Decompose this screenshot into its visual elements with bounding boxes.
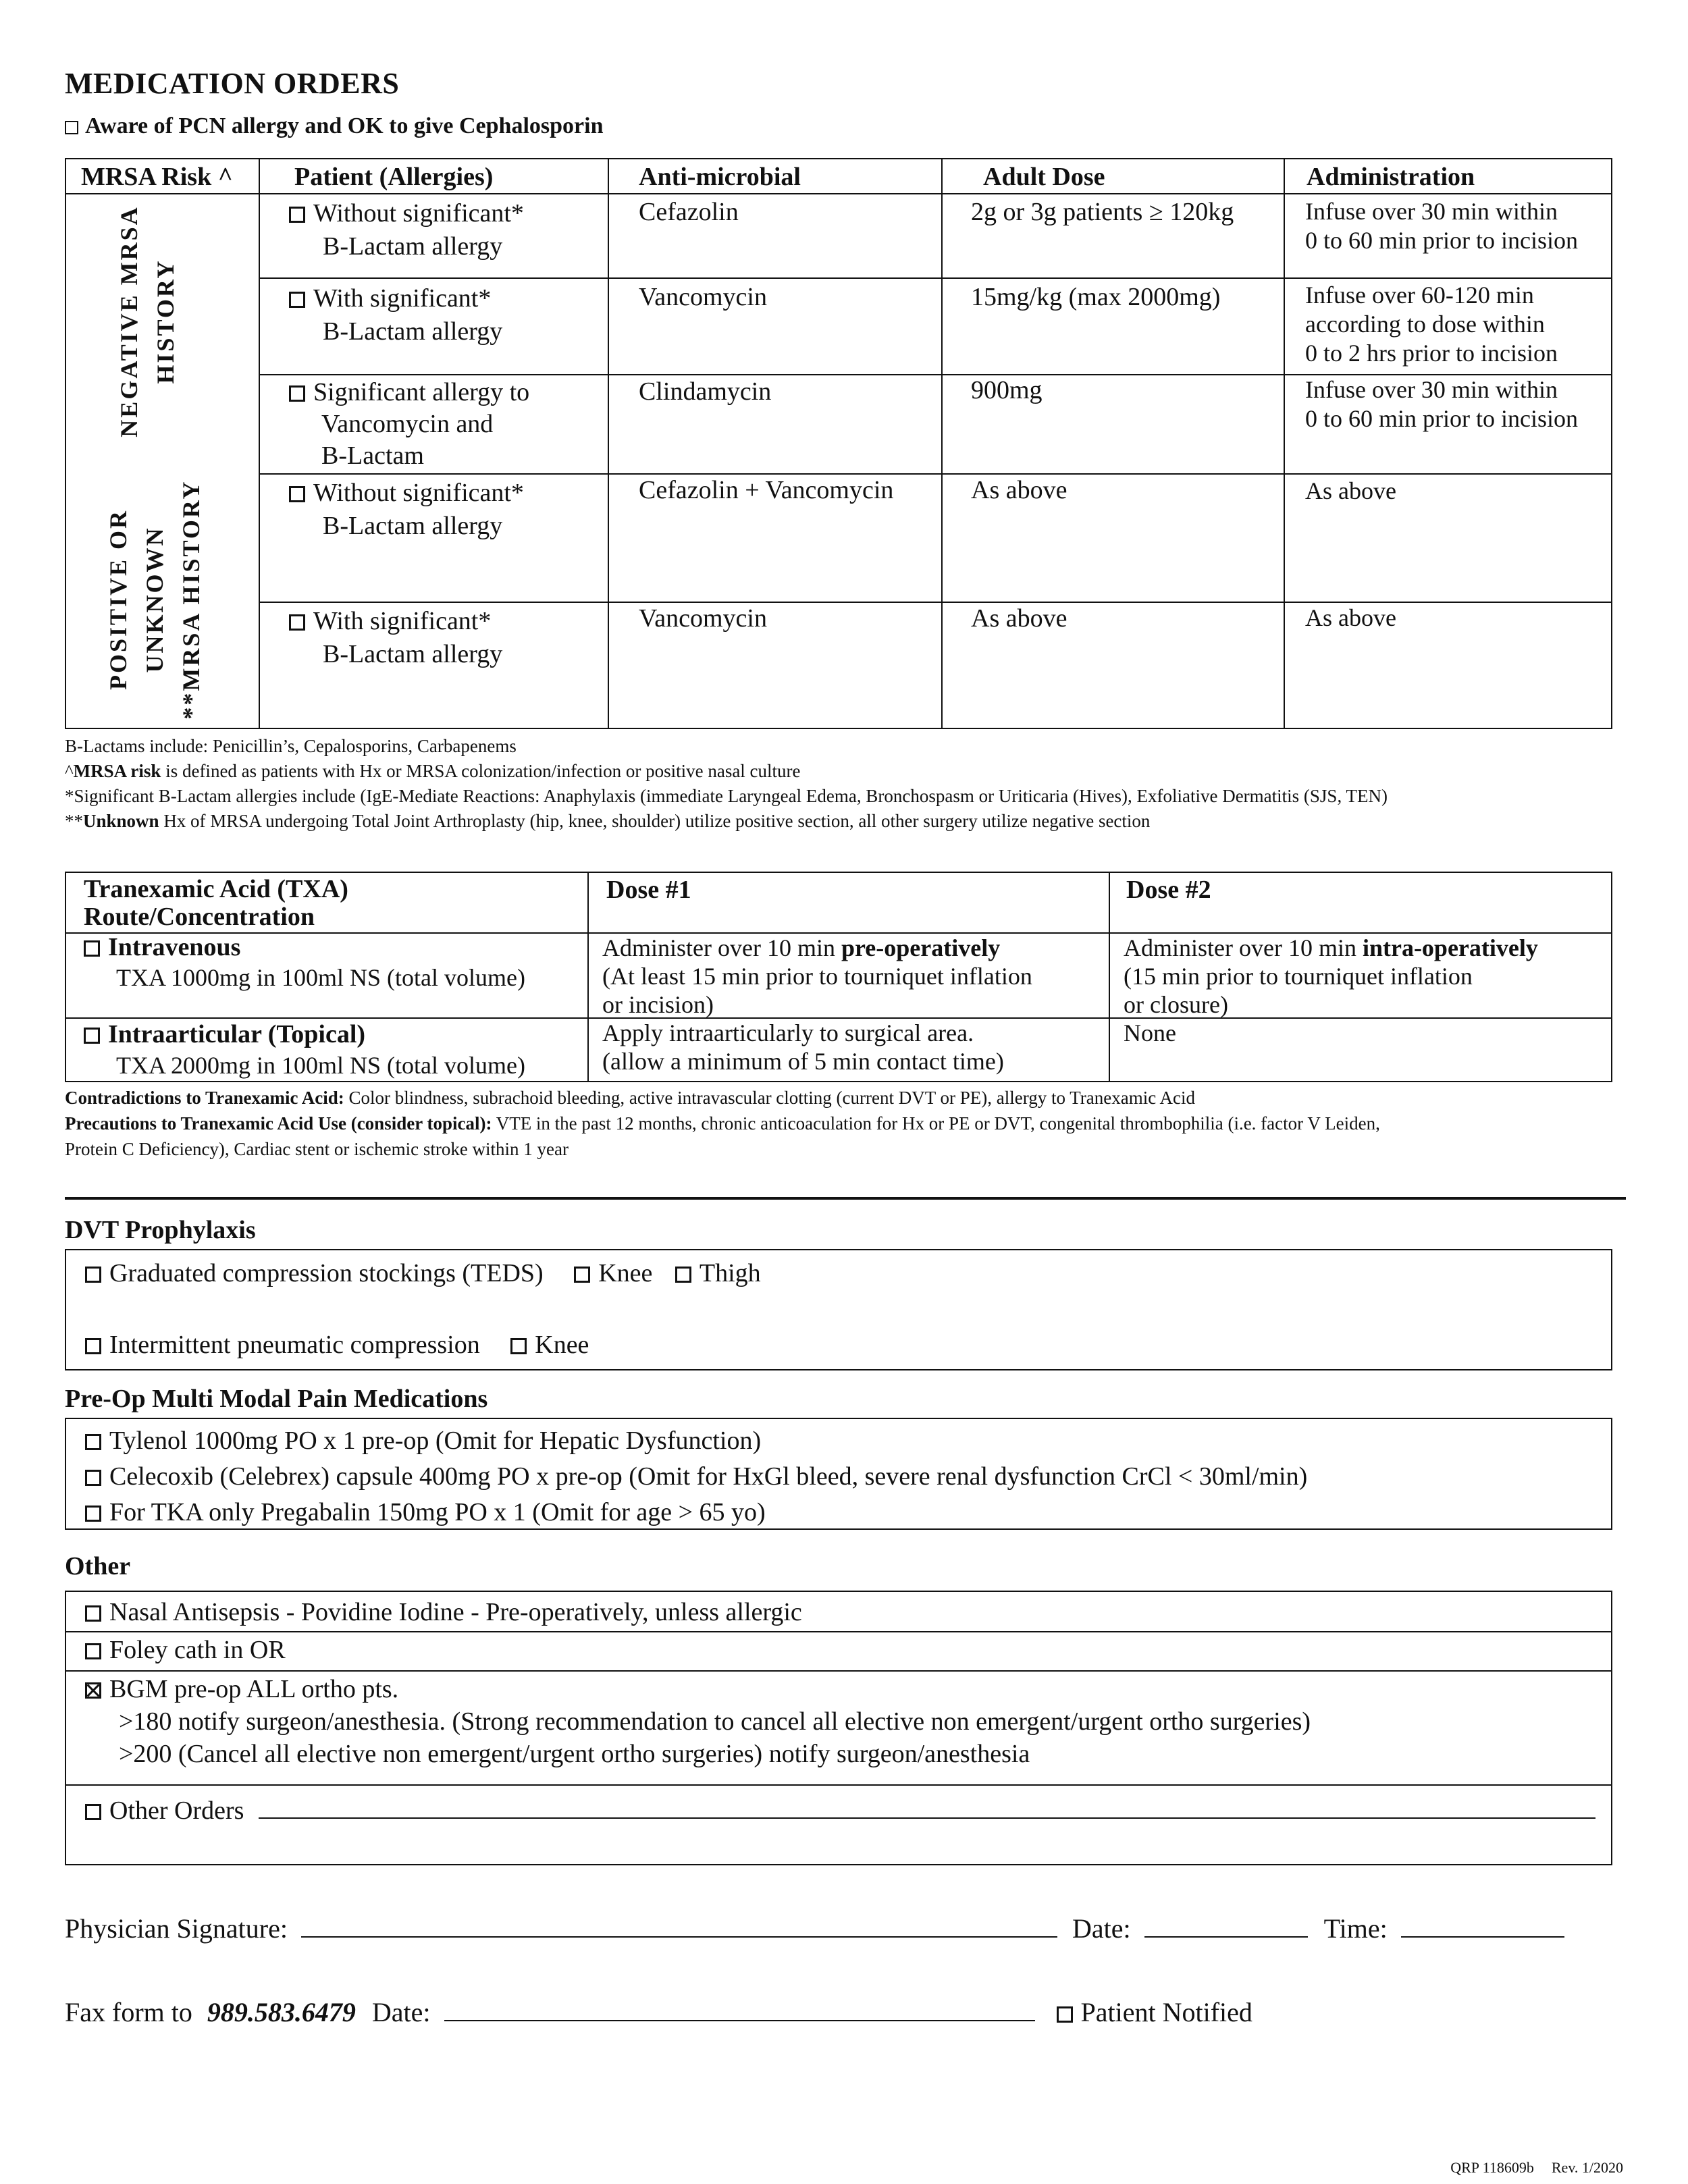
row-divider bbox=[66, 1784, 1611, 1786]
txa-ia-cell[interactable] bbox=[84, 1019, 525, 1081]
admin-text: 0 to 2 hrs prior to incision bbox=[1305, 340, 1558, 367]
txa-table bbox=[65, 872, 1612, 1082]
col-divider bbox=[608, 159, 609, 728]
nasal-row[interactable] bbox=[85, 1596, 802, 1628]
page-title: MEDICATION ORDERS bbox=[65, 67, 400, 100]
txa-header-dose1: Dose #1 bbox=[606, 876, 691, 904]
dose-text: or incision) bbox=[602, 991, 714, 1018]
aware-checkbox[interactable] bbox=[65, 121, 78, 134]
teds-row[interactable] bbox=[85, 1257, 761, 1289]
drug-cell: Vancomycin bbox=[639, 604, 767, 633]
patient-cell[interactable] bbox=[289, 477, 524, 543]
header-antimicrobial: Anti-microbial bbox=[639, 163, 801, 191]
note-line: Protein C Deficiency), Cardiac stent or ischemic stroke within 1 year bbox=[65, 1139, 569, 1159]
pcn-allergy-ack[interactable] bbox=[65, 113, 604, 139]
pain-item-label: Celecoxib (Celebrex) capsule 400mg PO x pre-op (Omit for HxGl bleed, severe renal dysfunction CrCl < 30ml/min) bbox=[109, 1462, 1308, 1491]
fax-date-field[interactable] bbox=[444, 1993, 1035, 2021]
other-heading: Other bbox=[65, 1552, 131, 1580]
header-divider bbox=[66, 193, 1611, 194]
note-line bbox=[65, 1085, 1618, 1111]
col-divider bbox=[941, 159, 943, 728]
header-patient: Patient (Allergies) bbox=[294, 163, 494, 191]
fax-number: 989.583.6479 bbox=[207, 1997, 356, 2027]
ia-detail: TXA 2000mg in 100ml NS (total volume) bbox=[116, 1052, 525, 1079]
foley-checkbox[interactable] bbox=[85, 1643, 101, 1659]
patient-text: B-Lactam allergy bbox=[323, 232, 503, 261]
checkbox[interactable] bbox=[289, 292, 305, 308]
patient-text: B-Lactam allergy bbox=[323, 512, 503, 540]
patient-text: With significant* bbox=[313, 607, 492, 635]
dose-text: Apply intraarticularly to surgical area. bbox=[602, 1019, 974, 1046]
pain-box bbox=[65, 1418, 1612, 1530]
note-line bbox=[65, 1111, 1618, 1136]
note-text: Hx of MRSA undergoing Total Joint Arthroplasty (hip, knee, shoulder) utilize positive section, all other surgery utilize negative section bbox=[159, 811, 1151, 831]
patient-notified-label: Patient Notified bbox=[1080, 1997, 1252, 2027]
date-label: Date: bbox=[1072, 1913, 1131, 1944]
note-prefix: ^ bbox=[65, 761, 74, 781]
patient-cell[interactable] bbox=[289, 605, 502, 671]
nasal-label: Nasal Antisepsis - Povidine Iodine - Pre-operatively, unless allergic bbox=[109, 1598, 802, 1626]
dose-text: (At least 15 min prior to tourniquet inflation bbox=[602, 963, 1032, 990]
group-positive-line: POSITIVE OR bbox=[105, 508, 132, 691]
dose-cell: 900mg bbox=[971, 376, 1043, 404]
patient-text: Significant allergy to bbox=[313, 378, 530, 406]
patient-text: B-Lactam allergy bbox=[323, 317, 503, 346]
dose-cell: As above bbox=[971, 604, 1067, 633]
row-divider bbox=[259, 602, 1611, 603]
ia-checkbox[interactable] bbox=[84, 1028, 100, 1044]
physician-signature-field[interactable] bbox=[301, 1909, 1057, 1938]
checkbox[interactable] bbox=[85, 1506, 101, 1522]
thigh-checkbox[interactable] bbox=[675, 1267, 691, 1283]
patient-text: Vancomycin and bbox=[321, 410, 494, 438]
teds-label: Graduated compression stockings (TEDS) bbox=[109, 1259, 544, 1287]
txa-header-dose2: Dose #2 bbox=[1126, 876, 1211, 904]
note-line: *Significant B-Lactam allergies include (IgE-Mediate Reactions: Anaphylaxis (immediate Laryngeal Edema, Bronchospasm or Uriticaria (Hives), Exfoliative Dermatitis (SJS, TEN) bbox=[65, 786, 1388, 806]
patient-text: B-Lactam bbox=[321, 442, 424, 470]
iv-label: Intravenous bbox=[108, 933, 241, 961]
dose-cell: 15mg/kg (max 2000mg) bbox=[971, 283, 1221, 311]
patient-notified-checkbox[interactable] bbox=[1057, 2006, 1073, 2023]
fax-label: Fax form to bbox=[65, 1997, 192, 2027]
txa-ia-dose2: None bbox=[1124, 1019, 1176, 1046]
col-divider bbox=[1109, 873, 1110, 1081]
patient-cell[interactable] bbox=[289, 377, 529, 472]
admin-text: 0 to 60 min prior to incision bbox=[1305, 227, 1578, 254]
dvt-heading: DVT Prophylaxis bbox=[65, 1216, 256, 1244]
time-label: Time: bbox=[1323, 1913, 1388, 1944]
note-line bbox=[65, 809, 1388, 834]
pain-item-label: Tylenol 1000mg PO x 1 pre-op (Omit for Hepatic Dysfunction) bbox=[109, 1427, 762, 1455]
pain-item[interactable] bbox=[85, 1424, 761, 1457]
bgm-detail: >200 (Cancel all elective non emergent/urgent ortho surgeries) notify surgeon/anesthesia bbox=[119, 1740, 1030, 1768]
checkbox[interactable] bbox=[85, 1434, 101, 1450]
foley-label: Foley cath in OR bbox=[109, 1636, 286, 1664]
dose-bold: pre-operatively bbox=[841, 934, 1001, 961]
note-text: VTE in the past 12 months, chronic anticoaculation for Hx or PE or DVT, congenital thrombophilia (i.e. factor V Leiden, bbox=[492, 1113, 1380, 1134]
ia-label: Intraarticular (Topical) bbox=[108, 1020, 366, 1048]
patient-text: With significant* bbox=[313, 284, 492, 313]
admin-text: As above bbox=[1305, 604, 1396, 631]
dose-bold: intra-operatively bbox=[1362, 934, 1538, 961]
admin-cell bbox=[1305, 281, 1558, 368]
nasal-checkbox[interactable] bbox=[85, 1605, 101, 1622]
dose-text: Administer over 10 min bbox=[602, 934, 841, 961]
admin-text: Infuse over 60-120 min bbox=[1305, 282, 1534, 309]
other-orders-field[interactable] bbox=[259, 1792, 1595, 1819]
dose-text: (15 min prior to tourniquet inflation bbox=[1124, 963, 1473, 990]
bgm-detail: >180 notify surgeon/anesthesia. (Strong recommendation to cancel all elective non emergent/urgent ortho surgeries) bbox=[119, 1707, 1311, 1736]
admin-cell bbox=[1305, 477, 1396, 506]
admin-cell bbox=[1305, 604, 1396, 633]
fax-date-label: Date: bbox=[371, 1997, 431, 2027]
physician-signature-label: Physician Signature: bbox=[65, 1913, 288, 1944]
admin-text: according to dose within bbox=[1305, 311, 1545, 338]
other-box bbox=[65, 1591, 1612, 1865]
txa-iv-dose1 bbox=[602, 934, 1032, 1019]
other-orders-label: Other Orders bbox=[109, 1796, 244, 1825]
date-field[interactable] bbox=[1144, 1909, 1308, 1938]
note-bold: Unknown bbox=[83, 811, 159, 831]
form-footer bbox=[1433, 2159, 1623, 2177]
patient-text: B-Lactam allergy bbox=[323, 640, 503, 668]
bgm-row[interactable] bbox=[85, 1673, 1311, 1770]
iv-detail: TXA 1000mg in 100ml NS (total volume) bbox=[116, 964, 525, 991]
dvt-box bbox=[65, 1249, 1612, 1370]
admin-cell bbox=[1305, 197, 1578, 255]
antimicrobial-table bbox=[65, 158, 1612, 729]
antimicrobial-notes bbox=[65, 734, 1388, 834]
txa-ia-dose1 bbox=[602, 1019, 1004, 1075]
header-adult-dose: Adult Dose bbox=[983, 163, 1105, 191]
admin-text: Infuse over 30 min within bbox=[1305, 198, 1558, 225]
patient-cell[interactable] bbox=[289, 197, 524, 263]
other-orders-checkbox[interactable] bbox=[85, 1804, 101, 1820]
group-negative-mrsa bbox=[111, 186, 184, 456]
physician-signature-row bbox=[65, 1909, 1564, 1944]
group-positive-line: UNKNOWN bbox=[141, 526, 168, 673]
ipc-row[interactable] bbox=[85, 1329, 589, 1361]
header-line: Tranexamic Acid (TXA) bbox=[84, 875, 348, 903]
pain-heading: Pre-Op Multi Modal Pain Medications bbox=[65, 1385, 488, 1413]
col-divider bbox=[1284, 159, 1285, 728]
checkbox[interactable] bbox=[289, 486, 305, 502]
admin-text: As above bbox=[1305, 477, 1396, 504]
drug-cell: Cefazolin + Vancomycin bbox=[639, 476, 894, 504]
drug-cell: Vancomycin bbox=[639, 283, 767, 311]
checkbox[interactable] bbox=[289, 385, 305, 402]
admin-text: Infuse over 30 min within bbox=[1305, 376, 1558, 403]
patient-text: Without significant* bbox=[313, 479, 524, 507]
iv-checkbox[interactable] bbox=[84, 940, 100, 957]
note-text: is defined as patients with Hx or MRSA colonization/infection or positive nasal culture bbox=[161, 761, 801, 781]
patient-text: Without significant* bbox=[313, 199, 524, 228]
row-divider bbox=[66, 1670, 1611, 1672]
header-administration: Administration bbox=[1307, 163, 1475, 191]
ipc-checkbox[interactable] bbox=[85, 1338, 101, 1354]
pain-item[interactable] bbox=[85, 1460, 1307, 1493]
form-id: QRP 118609b bbox=[1450, 2159, 1534, 2176]
section-divider bbox=[65, 1197, 1626, 1200]
note-line bbox=[65, 759, 1388, 784]
note-bold: MRSA risk bbox=[73, 761, 161, 781]
time-field[interactable] bbox=[1401, 1909, 1564, 1938]
header-line: Route/Concentration bbox=[84, 903, 315, 931]
ipc-knee-checkbox[interactable] bbox=[510, 1338, 527, 1354]
group-negative-line: NEGATIVE MRSA bbox=[115, 205, 142, 437]
note-line: B-Lactams include: Penicillin’s, Cepalosporins, Carbapenems bbox=[65, 736, 517, 756]
txa-iv-cell[interactable] bbox=[84, 932, 525, 993]
bgm-label: BGM pre-op ALL ortho pts. bbox=[109, 1675, 399, 1703]
drug-cell: Cefazolin bbox=[639, 198, 739, 226]
admin-text: 0 to 60 min prior to incision bbox=[1305, 405, 1578, 432]
knee-label: Knee bbox=[598, 1259, 653, 1287]
foley-row[interactable] bbox=[85, 1634, 286, 1666]
pain-item[interactable] bbox=[85, 1496, 766, 1528]
txa-iv-dose2 bbox=[1124, 934, 1538, 1019]
checkbox[interactable] bbox=[289, 207, 305, 223]
other-orders-row[interactable] bbox=[85, 1792, 1595, 1827]
ipc-label: Intermittent pneumatic compression bbox=[109, 1331, 480, 1359]
note-bold: Contradictions to Tranexamic Acid: bbox=[65, 1088, 344, 1108]
admin-cell bbox=[1305, 375, 1578, 433]
form-revision: Rev. 1/2020 bbox=[1551, 2159, 1623, 2176]
dose-cell: As above bbox=[971, 476, 1067, 504]
aware-label: Aware of PCN allergy and OK to give Cephalosporin bbox=[85, 113, 604, 138]
note-bold: Precautions to Tranexamic Acid Use (consider topical): bbox=[65, 1113, 492, 1134]
patient-cell[interactable] bbox=[289, 282, 502, 348]
txa-header-route bbox=[84, 876, 348, 931]
knee-checkbox[interactable] bbox=[574, 1267, 590, 1283]
drug-cell: Clindamycin bbox=[639, 377, 772, 406]
txa-notes bbox=[65, 1085, 1618, 1162]
dose-cell: 2g or 3g patients ≥ 120kg bbox=[971, 198, 1234, 226]
group-positive-line: **MRSA HISTORY bbox=[178, 479, 205, 720]
checkbox[interactable] bbox=[289, 614, 305, 631]
pain-item-label: For TKA only Pregabalin 150mg PO x 1 (Omit for age > 65 yo) bbox=[109, 1498, 766, 1526]
note-prefix: ** bbox=[65, 811, 83, 831]
col-divider bbox=[259, 159, 260, 728]
note-text: Color blindness, subrachoid bleeding, active intravascular clotting (current DVT or PE), allergy to Tranexamic Acid bbox=[344, 1088, 1195, 1108]
row-divider bbox=[259, 277, 1611, 279]
fax-row bbox=[65, 1993, 1252, 2028]
ipc-knee-label: Knee bbox=[535, 1331, 589, 1359]
dose-text: or closure) bbox=[1124, 991, 1228, 1018]
checkbox[interactable] bbox=[85, 1470, 101, 1486]
row-divider bbox=[66, 1631, 1611, 1632]
header-mrsa-risk: MRSA Risk ^ bbox=[81, 163, 233, 191]
thigh-label: Thigh bbox=[699, 1259, 761, 1287]
col-divider bbox=[587, 873, 589, 1081]
dose-text: Administer over 10 min bbox=[1124, 934, 1363, 961]
bgm-checkbox-checked[interactable] bbox=[85, 1682, 101, 1699]
group-negative-line: HISTORY bbox=[152, 259, 179, 384]
row-divider bbox=[259, 473, 1611, 475]
group-positive-mrsa bbox=[100, 471, 209, 728]
dose-text: (allow a minimum of 5 min contact time) bbox=[602, 1048, 1004, 1075]
teds-checkbox[interactable] bbox=[85, 1267, 101, 1283]
